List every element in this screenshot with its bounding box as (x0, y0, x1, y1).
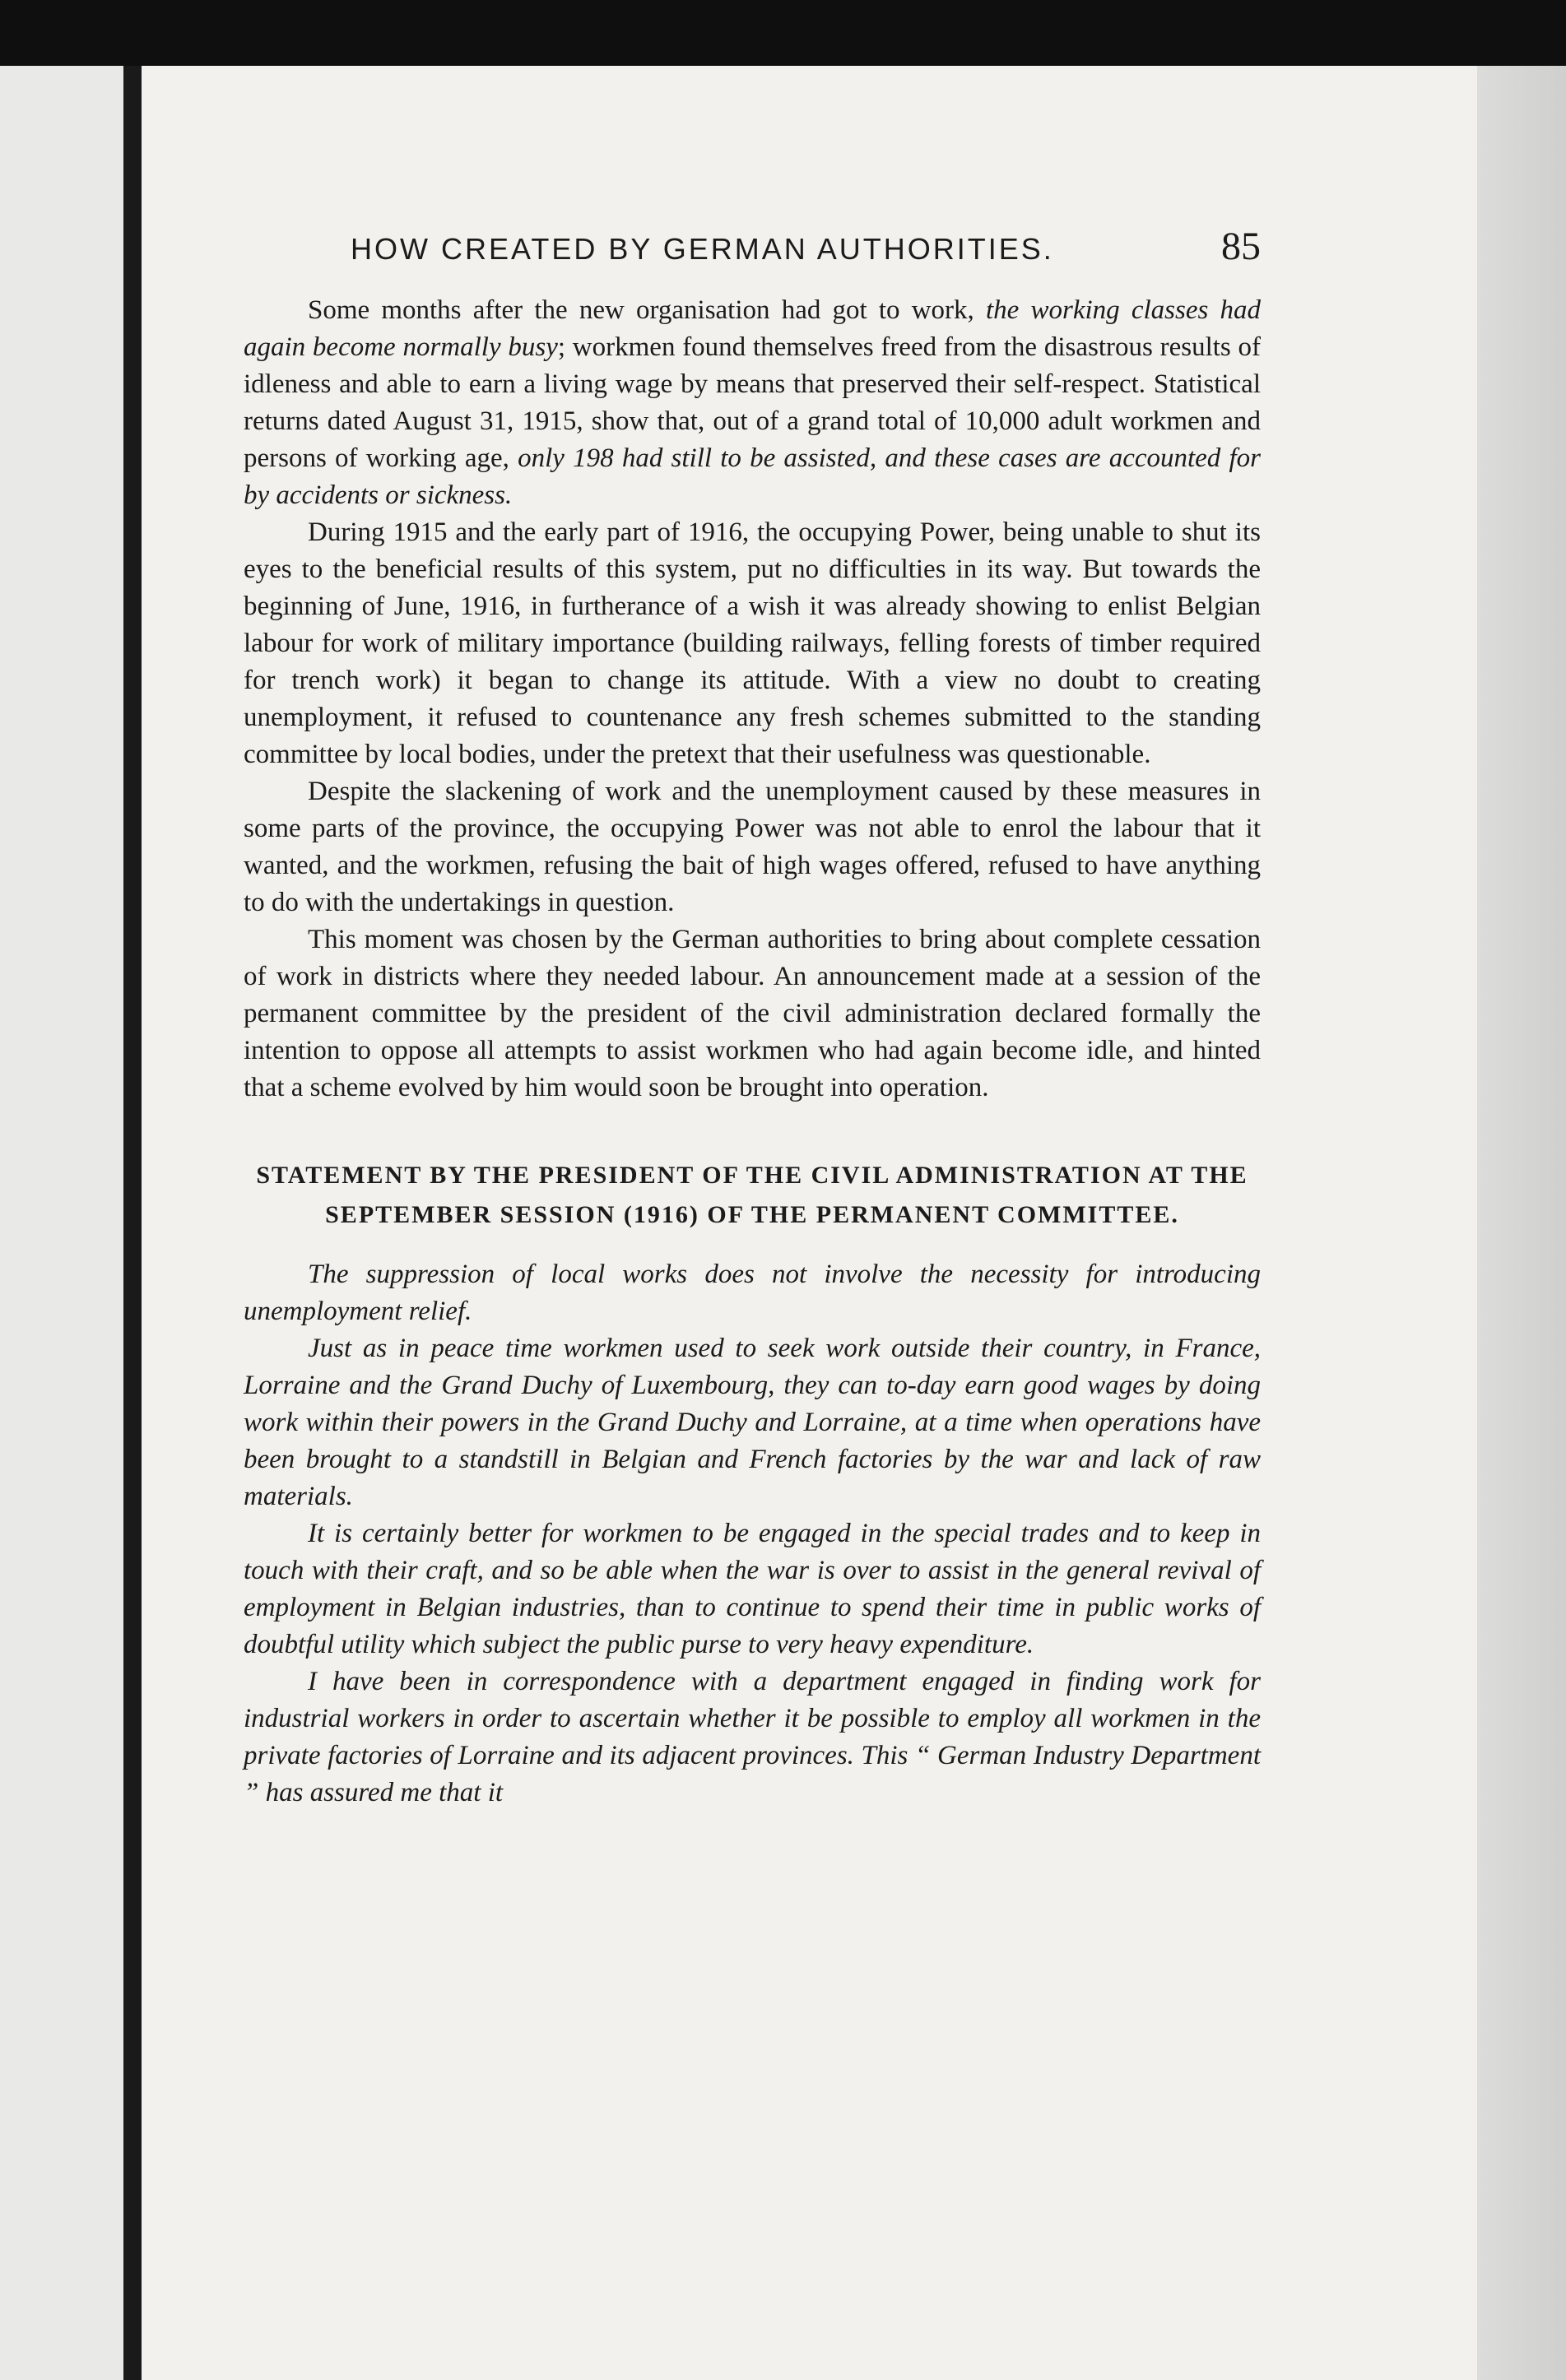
page-number: 85 (1221, 225, 1261, 268)
paragraph-3: Despite the slackening of work and the unemployment caused by these measures in some parts of the province, the occupying Power was not able to enrol the labour that it wanted, and the workmen, refusing the bait of high wages offered, refused to have anything to do with the undertakings in question. (244, 777, 1261, 917)
paragraph-1: Some months after the new organisation had got to work, the working classes had again become normally busy; workmen found themselves freed from the disastrous results of idleness and able to earn a living wage by means that preserved their self-respect. Statistical returns dated August 31, 1915, show that, out of a grand total of 10,000 adult workmen and persons of working age, only 198 had still to be assisted, and these cases are accounted for by accidents or sickness. (244, 295, 1262, 510)
statement-paragraph-3: It is certainly better for workmen to be engaged in the special trades and to keep in touch with their craft, and so be able when the war is over to assist in the general revival of employment in Belgian industries, than to continue to spend their time in public works of doubtful utility which subject the public purse to very heavy expenditure. (244, 1519, 1261, 1659)
statement-heading: STATEMENT BY THE PRESIDENT OF THE CIVIL ADMINISTRATION AT THE SEPTEMBER SESSION (1916) OF THE PERMANENT COMMITTEE. (256, 1162, 1248, 1228)
running-head (351, 224, 1261, 269)
paragraph-4: This moment was chosen by the German authorities to bring about complete cessation of work in districts where they needed labour. An announcement made at a session of the permanent committee by the president of the civil administration declared formally the intention to oppose all attempts to assist workmen who had again become idle, and hinted that a scheme evolved by him would soon be brought into operation. (244, 925, 1261, 1102)
statement-paragraph-2: Just as in peace time workmen used to seek work outside their country, in France, Lorraine and the Grand Duchy of Luxembourg, they can to-day earn good wages by doing work within their powers in the Grand Duchy and Lorraine, at a time when operations have been brought to a standstill in Belgian and French factories by the war and lack of raw materials. (244, 1334, 1261, 1511)
statement-body (244, 1256, 1261, 1812)
statement-paragraph-4: I have been in correspondence with a department engaged in finding work for industrial workers in order to ascertain whether it be possible to employ all workmen in the private factories of Lorraine and its adjacent provinces. This “ German Industry Department ” has assured me that it (244, 1667, 1261, 1807)
left-margin (0, 66, 123, 2380)
right-page-edge (1477, 66, 1566, 2380)
page-text-block (244, 224, 1261, 1812)
paragraph-2: During 1915 and the early part of 1916, the occupying Power, being unable to shut its eyes to the beneficial results of this system, put no difficulties in its way. But towards the beginning of June, 1916, in furtherance of a wish it was already showing to enlist Belgian labour for work of military importance (building railways, felling forests of timber required for trench work) it began to change its attitude. With a view no doubt to creating unemployment, it refused to countenance any fresh schemes submitted to the standing committee by local bodies, under the pretext that their usefulness was questionable. (244, 517, 1261, 769)
running-head-title: HOW CREATED BY GERMAN AUTHORITIES. (351, 232, 1054, 266)
page-spine-shadow (123, 66, 142, 2380)
statement-paragraph-1: The suppression of local works does not involve the necessity for introducing unemployment relief. (244, 1260, 1261, 1326)
